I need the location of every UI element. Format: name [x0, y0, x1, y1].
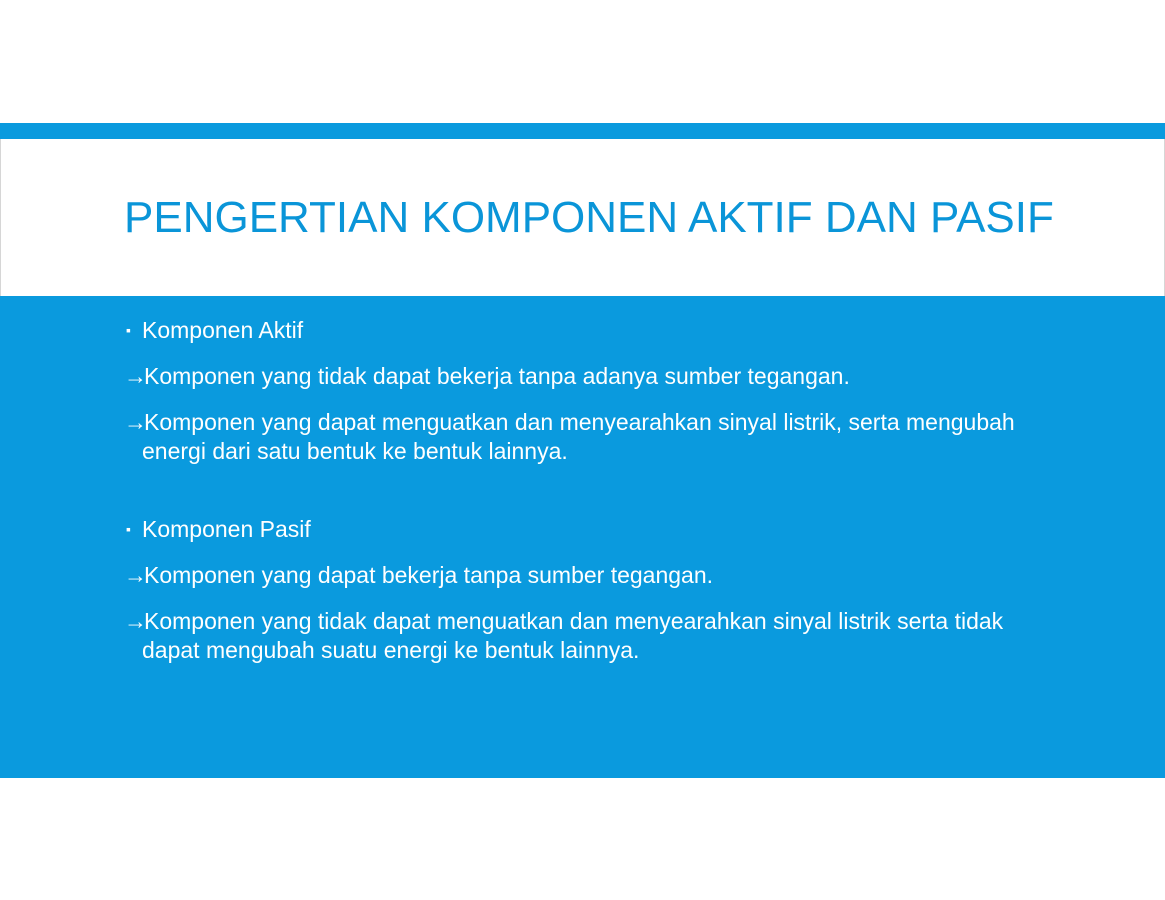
point-text: Komponen yang dapat bekerja tanpa sumber tegangan.	[144, 562, 714, 588]
section-heading-label: Komponen Pasif	[142, 516, 311, 542]
point-aktif-2	[124, 408, 1044, 466]
section-heading-aktif	[124, 316, 1044, 345]
arrow-right-icon: →	[124, 363, 147, 389]
point-pasif-1	[124, 561, 1044, 590]
slide-content	[124, 316, 1044, 665]
bullet-square-icon: ▪	[126, 322, 131, 338]
slide-title: PENGERTIAN KOMPONEN AKTIF DAN PASIF	[124, 193, 1054, 242]
arrow-right-icon: →	[124, 608, 147, 634]
point-text: Komponen yang dapat menguatkan dan menyearahkan sinyal listrik, serta mengubah energi dari satu bentuk ke bentuk lainnya.	[142, 409, 1015, 464]
section-heading-label: Komponen Aktif	[142, 317, 304, 343]
point-pasif-2	[124, 607, 1044, 665]
section-heading-pasif	[124, 515, 1044, 544]
point-text: Komponen yang tidak dapat menguatkan dan menyearahkan sinyal listrik serta tidak dapat mengubah suatu energi ke bentuk lainnya.	[142, 608, 1004, 663]
top-accent-stripe	[0, 123, 1165, 139]
bullet-square-icon: ▪	[126, 521, 131, 537]
point-aktif-1	[124, 362, 1044, 391]
point-text: Komponen yang tidak dapat bekerja tanpa adanya sumber tegangan.	[144, 363, 850, 389]
arrow-right-icon: →	[124, 409, 147, 435]
arrow-right-icon: →	[124, 562, 147, 588]
